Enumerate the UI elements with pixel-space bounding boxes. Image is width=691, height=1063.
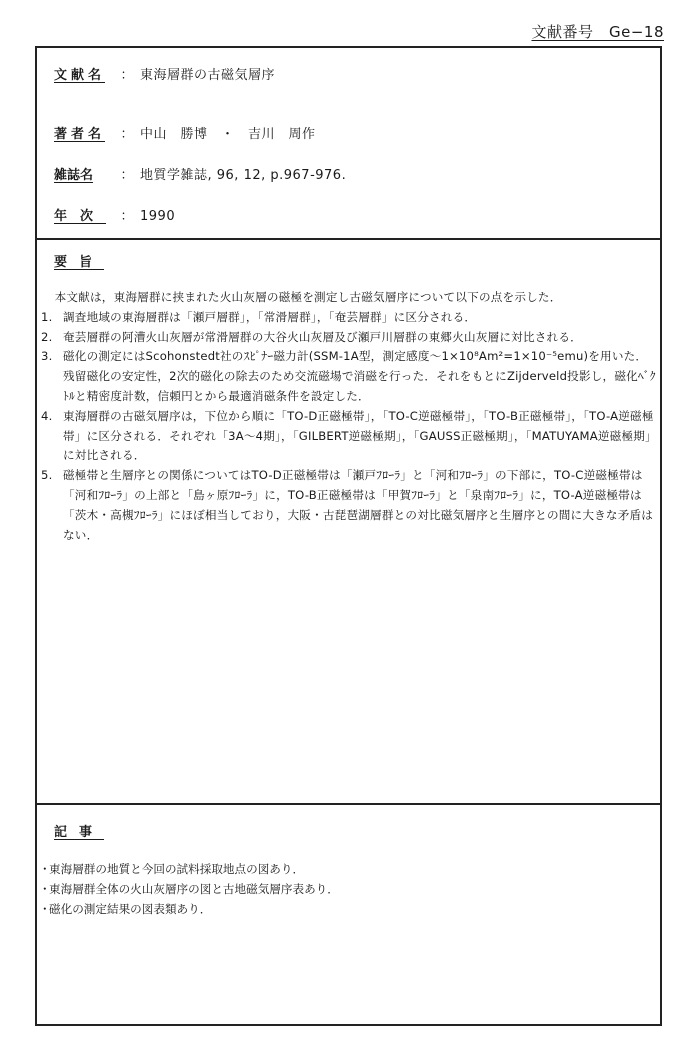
summary-items [37,308,660,546]
summary-item [37,328,657,348]
title-value: 東海層群の古磁気層序 [140,68,276,83]
document-number: 文献番号 Ge−18 [531,23,664,41]
summary-body [37,288,660,545]
authors-colon: ： [120,127,134,142]
summary-section [37,238,660,803]
articles-heading: 記事 [54,825,105,840]
summary-item-text: 磁化の測定にはScohonstedt社のｽﾋﾟﾅｰ磁力計(SSM-1A型，測定感度〜1×10⁸Am²=1×10⁻⁵emu)を用いた．残留磁化の安定性，2次的磁化の除去のため交流磁場で消磁を行った．それをもとにZijderveld投影し，磁化ﾍﾞｸﾄﾙと精密度計数，信頼円とから最適消磁条件を設定した． [63,349,656,403]
articles-list [37,860,339,919]
summary-item-text: 磁極帯と生層序との関係についてはTO-D正磁極帯は「瀬戸ﾌﾛｰﾗ」と「河和ﾌﾛｰﾗ」の下部に，TO-C逆磁極帯は「河和ﾌﾛｰﾗ」の上部と「島ヶ原ﾌﾛｰﾗ」に，TO-B正磁極帯は「甲賀ﾌﾛｰﾗ」と「泉南ﾌﾛｰﾗ」に，TO-A逆磁極帯は「茨木・高槻ﾌﾛｰﾗ」にほぼ相当しており，大阪・古琵琶湖層群との対比磁気層序と生層序との間に大きな矛盾はない． [63,468,654,542]
article-item [37,880,339,900]
summary-item-number: 5. [41,468,53,483]
summary-item [37,466,657,545]
article-item [37,900,339,920]
journal-colon: ： [120,168,134,183]
summary-item [37,347,657,406]
summary-item-text: 東海層群の古磁気層序は，下位から順に「TO-D正磁極帯」，「TO-C逆磁極帯」，「TO-B正磁極帯」，「TO-A逆磁極帯」に区分される．それぞれ「3A〜4期」，「GILBERT逆磁極期」，「GAUSS正磁極期」，「MATUYAMA逆磁極期」に対比される． [63,408,657,463]
summary-item-text: 調査地域の東海層群は「瀬戸層群」，「常滑層群」，「奄芸層群」に区分される． [63,309,477,324]
title-row [54,64,275,83]
article-text: 東海層群全体の火山灰層序の図と古地磁気層序表あり． [49,881,339,896]
title-label: 文献名 [54,68,106,83]
authors-row [54,123,316,142]
metadata-section [37,48,660,238]
summary-intro: 本文献は，東海層群に挟まれた火山灰層の磁極を測定し古磁気層序について以下の点を示した． [54,290,562,304]
year-row [54,205,175,224]
authors-label: 著者名 [54,127,106,142]
year-label: 年次 [54,209,107,224]
summary-item [37,308,657,328]
record-frame [35,46,662,1026]
summary-item-number: 4. [41,408,53,423]
journal-label: 雑誌名 [54,168,94,183]
article-text: 東海層群の地質と今回の試料採取地点の図あり． [49,862,305,876]
summary-item-number: 2. [41,329,53,344]
journal-row [54,164,346,183]
authors-value: 中山 勝博 ・ 吉川 周作 [140,127,316,142]
article-text: 磁化の測定結果の図表類あり． [49,901,212,916]
title-colon: ： [120,68,134,83]
summary-heading: 要旨 [54,255,105,270]
article-bullet: ・ [39,881,51,896]
articles-section [37,803,660,1026]
summary-item-number: 1. [41,309,53,324]
summary-item [37,407,657,466]
article-bullet: ・ [39,901,51,916]
year-colon: ： [120,209,134,224]
article-bullet: ・ [39,862,51,876]
summary-item-text: 奄芸層群の阿漕火山灰層が常滑層群の大谷火山灰層及び瀬戸川層群の東郷火山灰層に対比される． [63,329,582,344]
article-item [37,860,339,880]
journal-value: 地質学雑誌, 96, 12, p.967-976. [140,168,347,183]
year-value: 1990 [140,209,176,224]
summary-item-number: 3. [41,349,53,364]
